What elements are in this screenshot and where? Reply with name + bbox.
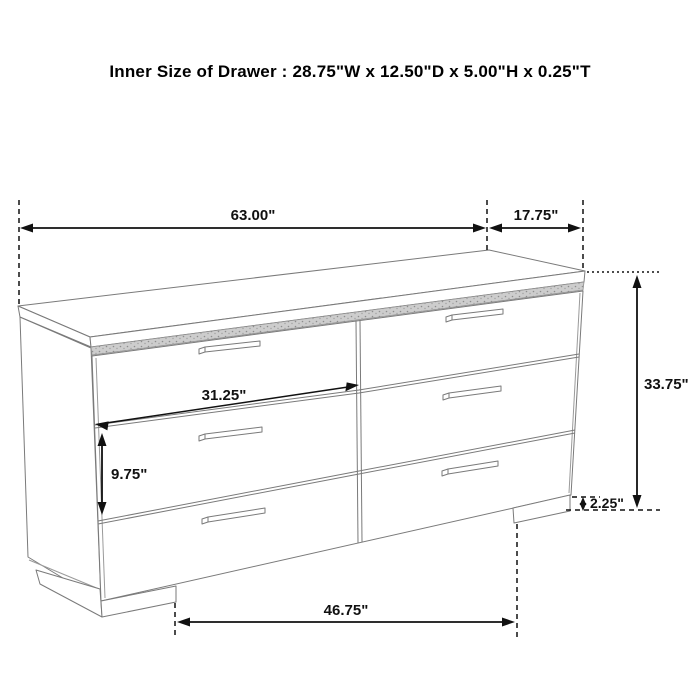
arrowhead-right — [568, 224, 581, 233]
base-height-label: 2.25" — [590, 495, 624, 511]
dimension-overall-height — [566, 272, 689, 510]
dresser-left-side-panel — [20, 317, 101, 601]
arrowhead-right — [473, 224, 486, 233]
dresser-drawing — [18, 250, 585, 617]
arrowhead-down — [633, 495, 642, 508]
arrowhead-left — [20, 224, 33, 233]
top-depth-label: 17.75" — [513, 207, 559, 224]
top-width-label: 63.00" — [230, 207, 276, 224]
drawer-width-label: 31.25" — [201, 387, 247, 404]
arrowhead-left — [489, 224, 502, 233]
dimension-base-height — [572, 495, 624, 511]
arrowhead-left — [177, 618, 190, 627]
diagram-title: Inner Size of Drawer : 28.75"W x 12.50"D x 5.00"H x 0.25"T — [109, 62, 591, 81]
overall-height-label: 33.75" — [644, 376, 689, 393]
base-span-label: 46.75" — [323, 602, 369, 619]
drawer-height-label: 9.75" — [111, 466, 148, 483]
arrowhead-up — [633, 275, 642, 288]
arrowhead-right — [502, 618, 515, 627]
